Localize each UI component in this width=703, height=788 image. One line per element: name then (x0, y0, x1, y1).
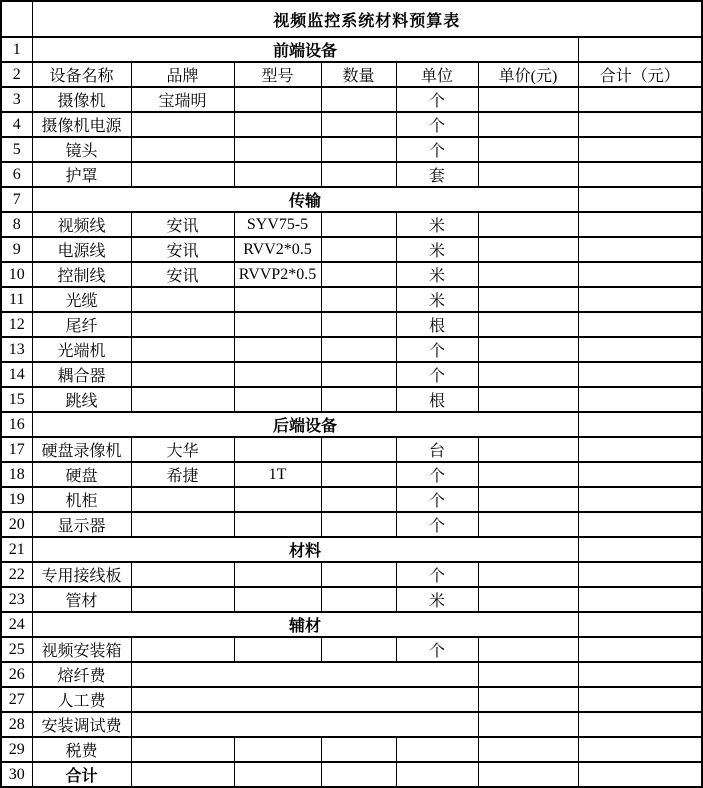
column-header-4: 数量 (321, 62, 396, 87)
cell-price (478, 237, 578, 262)
table-row-23 (1, 587, 702, 612)
cell-price (478, 512, 578, 537)
cell-qty (321, 437, 396, 462)
cell-brand: 宝瑞明 (131, 87, 234, 112)
cell-total (578, 387, 702, 412)
cell-brand (131, 562, 234, 587)
row-number: 3 (1, 87, 32, 112)
cell-price (478, 762, 578, 787)
cell-qty (321, 237, 396, 262)
cell-brand (131, 737, 234, 762)
cell-model (234, 562, 321, 587)
cell-total (578, 87, 702, 112)
table-row-14 (1, 362, 702, 387)
table-row-19 (1, 487, 702, 512)
cell-qty (321, 162, 396, 187)
row-number: 1 (1, 37, 32, 62)
cell-total (578, 512, 702, 537)
cell-model (234, 762, 321, 787)
table-row-10 (1, 262, 702, 287)
cell-name: 合计 (32, 762, 131, 787)
row-number: 23 (1, 587, 32, 612)
table-row-15 (1, 387, 702, 412)
cell-total (578, 187, 702, 212)
cell-unit: 米 (396, 587, 478, 612)
column-header-2: 品牌 (131, 62, 234, 87)
cell-name: 光缆 (32, 287, 131, 312)
cell-total (578, 762, 702, 787)
row-number: 30 (1, 762, 32, 787)
column-header-6: 单价(元) (478, 62, 578, 87)
row-number: 5 (1, 137, 32, 162)
cell-name: 税费 (32, 737, 131, 762)
cell-unit: 个 (396, 137, 478, 162)
cell-brand (131, 487, 234, 512)
cell-unit: 个 (396, 362, 478, 387)
cell-total (578, 337, 702, 362)
cell-price (478, 562, 578, 587)
cell-qty (321, 362, 396, 387)
cell-total (578, 412, 702, 437)
cell-qty (321, 637, 396, 662)
cell-price (478, 662, 578, 687)
cell-total (578, 637, 702, 662)
cell-total (578, 537, 702, 562)
cell-price (478, 137, 578, 162)
table-row-12 (1, 312, 702, 337)
cell-price (478, 462, 578, 487)
cell-price (478, 687, 578, 712)
table-row-28 (1, 712, 702, 737)
cell-name: 机柜 (32, 487, 131, 512)
cell-price (478, 587, 578, 612)
cell-unit: 套 (396, 162, 478, 187)
cell-model (234, 337, 321, 362)
cell-model: RVVP2*0.5 (234, 262, 321, 287)
budget-table-body (1, 1, 702, 787)
column-header-3: 型号 (234, 62, 321, 87)
cell-model (234, 487, 321, 512)
cell-merged-blank (131, 712, 478, 737)
table-row-29 (1, 737, 702, 762)
cell-qty (321, 737, 396, 762)
row-number: 11 (1, 287, 32, 312)
cell-brand (131, 112, 234, 137)
cell-unit: 个 (396, 462, 478, 487)
row-number: 14 (1, 362, 32, 387)
cell-price (478, 262, 578, 287)
cell-qty (321, 287, 396, 312)
cell-price (478, 362, 578, 387)
cell-name: 光端机 (32, 337, 131, 362)
cell-name: 护罩 (32, 162, 131, 187)
row-number: 29 (1, 737, 32, 762)
cell-price (478, 437, 578, 462)
cell-price (478, 387, 578, 412)
cell-brand: 安讯 (131, 237, 234, 262)
row-number: 12 (1, 312, 32, 337)
cell-unit: 个 (396, 562, 478, 587)
cell-total (578, 37, 702, 62)
cell-qty (321, 212, 396, 237)
cell-name: 安装调试费 (32, 712, 131, 737)
section-label: 后端设备 (32, 412, 578, 437)
table-row-4 (1, 112, 702, 137)
cell-name: 人工费 (32, 687, 131, 712)
row-number: 17 (1, 437, 32, 462)
cell-unit: 台 (396, 437, 478, 462)
cell-name: 视频安装箱 (32, 637, 131, 662)
cell-brand (131, 587, 234, 612)
cell-name: 熔纤费 (32, 662, 131, 687)
table-row-9 (1, 237, 702, 262)
cell-qty (321, 387, 396, 412)
cell-model (234, 587, 321, 612)
cell-qty (321, 762, 396, 787)
cell-merged-blank (131, 662, 478, 687)
cell-qty (321, 512, 396, 537)
cell-unit (396, 762, 478, 787)
cell-qty (321, 262, 396, 287)
cell-brand: 大华 (131, 437, 234, 462)
cell-total (578, 612, 702, 637)
cell-total (578, 212, 702, 237)
cell-unit: 个 (396, 487, 478, 512)
row-number: 10 (1, 262, 32, 287)
cell-price (478, 337, 578, 362)
table-row-11 (1, 287, 702, 312)
cell-name: 显示器 (32, 512, 131, 537)
table-row-21 (1, 537, 702, 562)
row-number: 15 (1, 387, 32, 412)
cell-name: 耦合器 (32, 362, 131, 387)
cell-model (234, 287, 321, 312)
cell-unit: 个 (396, 87, 478, 112)
cell-name: 管材 (32, 587, 131, 612)
cell-name: 专用接线板 (32, 562, 131, 587)
table-row-17 (1, 437, 702, 462)
cell-total (578, 462, 702, 487)
cell-qty (321, 562, 396, 587)
cell-unit: 个 (396, 637, 478, 662)
cell-unit: 根 (396, 387, 478, 412)
table-row-7 (1, 187, 702, 212)
table-row-22 (1, 562, 702, 587)
cell-total (578, 162, 702, 187)
cell-brand (131, 637, 234, 662)
cell-total (578, 562, 702, 587)
table-row-26 (1, 662, 702, 687)
cell-brand (131, 162, 234, 187)
table-row-25 (1, 637, 702, 662)
cell-qty (321, 112, 396, 137)
cell-total (578, 487, 702, 512)
cell-price (478, 87, 578, 112)
table-row-8 (1, 212, 702, 237)
cell-model (234, 87, 321, 112)
title-row (1, 1, 702, 37)
row-number: 4 (1, 112, 32, 137)
cell-model: RVV2*0.5 (234, 237, 321, 262)
cell-qty (321, 312, 396, 337)
cell-name: 电源线 (32, 237, 131, 262)
cell-unit: 米 (396, 237, 478, 262)
cell-qty (321, 587, 396, 612)
cell-name: 摄像机电源 (32, 112, 131, 137)
cell-name: 尾纤 (32, 312, 131, 337)
cell-price (478, 637, 578, 662)
row-number: 2 (1, 62, 32, 87)
cell-total (578, 437, 702, 462)
cell-model (234, 637, 321, 662)
table-row-30 (1, 762, 702, 787)
page-title: 视频监控系统材料预算表 (32, 1, 702, 37)
table-row-1 (1, 37, 702, 62)
row-number: 22 (1, 562, 32, 587)
column-header-1: 设备名称 (32, 62, 131, 87)
row-number: 9 (1, 237, 32, 262)
cell-model: 1T (234, 462, 321, 487)
table-row-16 (1, 412, 702, 437)
cell-price (478, 487, 578, 512)
cell-name: 视频线 (32, 212, 131, 237)
cell-brand (131, 287, 234, 312)
section-label: 材料 (32, 537, 578, 562)
cell-total (578, 237, 702, 262)
cell-unit: 根 (396, 312, 478, 337)
cell-unit: 米 (396, 262, 478, 287)
row-number: 6 (1, 162, 32, 187)
cell-model (234, 512, 321, 537)
cell-unit: 个 (396, 337, 478, 362)
cell-brand (131, 512, 234, 537)
cell-unit: 个 (396, 512, 478, 537)
cell-brand (131, 387, 234, 412)
section-label: 传输 (32, 187, 578, 212)
row-number: 13 (1, 337, 32, 362)
row-number: 20 (1, 512, 32, 537)
cell-brand (131, 762, 234, 787)
section-label: 辅材 (32, 612, 578, 637)
cell-total (578, 312, 702, 337)
table-row-6 (1, 162, 702, 187)
cell-total (578, 737, 702, 762)
cell-price (478, 112, 578, 137)
table-row-3 (1, 87, 702, 112)
cell-total (578, 587, 702, 612)
cell-model (234, 312, 321, 337)
table-row-24 (1, 612, 702, 637)
cell-name: 控制线 (32, 262, 131, 287)
row-number: 19 (1, 487, 32, 512)
cell-unit: 个 (396, 112, 478, 137)
cell-price (478, 212, 578, 237)
cell-brand: 安讯 (131, 212, 234, 237)
cell-price (478, 162, 578, 187)
cell-price (478, 287, 578, 312)
cell-brand (131, 362, 234, 387)
cell-total (578, 362, 702, 387)
row-number: 7 (1, 187, 32, 212)
table-row-18 (1, 462, 702, 487)
cell-total (578, 262, 702, 287)
cell-name: 摄像机 (32, 87, 131, 112)
cell-brand: 安讯 (131, 262, 234, 287)
cell-price (478, 312, 578, 337)
cell-total (578, 112, 702, 137)
cell-model: SYV75-5 (234, 212, 321, 237)
cell-model (234, 437, 321, 462)
cell-model (234, 112, 321, 137)
row-number: 25 (1, 637, 32, 662)
cell-model (234, 737, 321, 762)
row-number: 16 (1, 412, 32, 437)
cell-brand: 希捷 (131, 462, 234, 487)
table-row-13 (1, 337, 702, 362)
cell-name: 镜头 (32, 137, 131, 162)
cell-total (578, 712, 702, 737)
table-row-20 (1, 512, 702, 537)
column-header-5: 单位 (396, 62, 478, 87)
cell-brand (131, 137, 234, 162)
table-row-2 (1, 62, 702, 87)
cell-name: 跳线 (32, 387, 131, 412)
cell-name: 硬盘录像机 (32, 437, 131, 462)
cell-unit: 米 (396, 287, 478, 312)
cell-total (578, 687, 702, 712)
cell-brand (131, 312, 234, 337)
cell-model (234, 387, 321, 412)
row-number: 18 (1, 462, 32, 487)
row-number: 21 (1, 537, 32, 562)
row-number: 27 (1, 687, 32, 712)
cell-qty (321, 487, 396, 512)
cell-name: 硬盘 (32, 462, 131, 487)
cell-unit: 米 (396, 212, 478, 237)
cell-total (578, 287, 702, 312)
section-label: 前端设备 (32, 37, 578, 62)
column-header-7: 合计（元） (578, 62, 702, 87)
cell-brand (131, 337, 234, 362)
table-row-27 (1, 687, 702, 712)
cell-price (478, 737, 578, 762)
cell-total (578, 662, 702, 687)
cell-qty (321, 87, 396, 112)
cell-qty (321, 137, 396, 162)
cell-price (478, 712, 578, 737)
cell-qty (321, 462, 396, 487)
cell-unit (396, 737, 478, 762)
cell-model (234, 362, 321, 387)
title-row-number-cell (1, 1, 32, 37)
table-row-5 (1, 137, 702, 162)
cell-model (234, 137, 321, 162)
cell-merged-blank (131, 687, 478, 712)
cell-model (234, 162, 321, 187)
row-number: 24 (1, 612, 32, 637)
cell-qty (321, 337, 396, 362)
cell-total (578, 137, 702, 162)
row-number: 26 (1, 662, 32, 687)
row-number: 8 (1, 212, 32, 237)
row-number: 28 (1, 712, 32, 737)
